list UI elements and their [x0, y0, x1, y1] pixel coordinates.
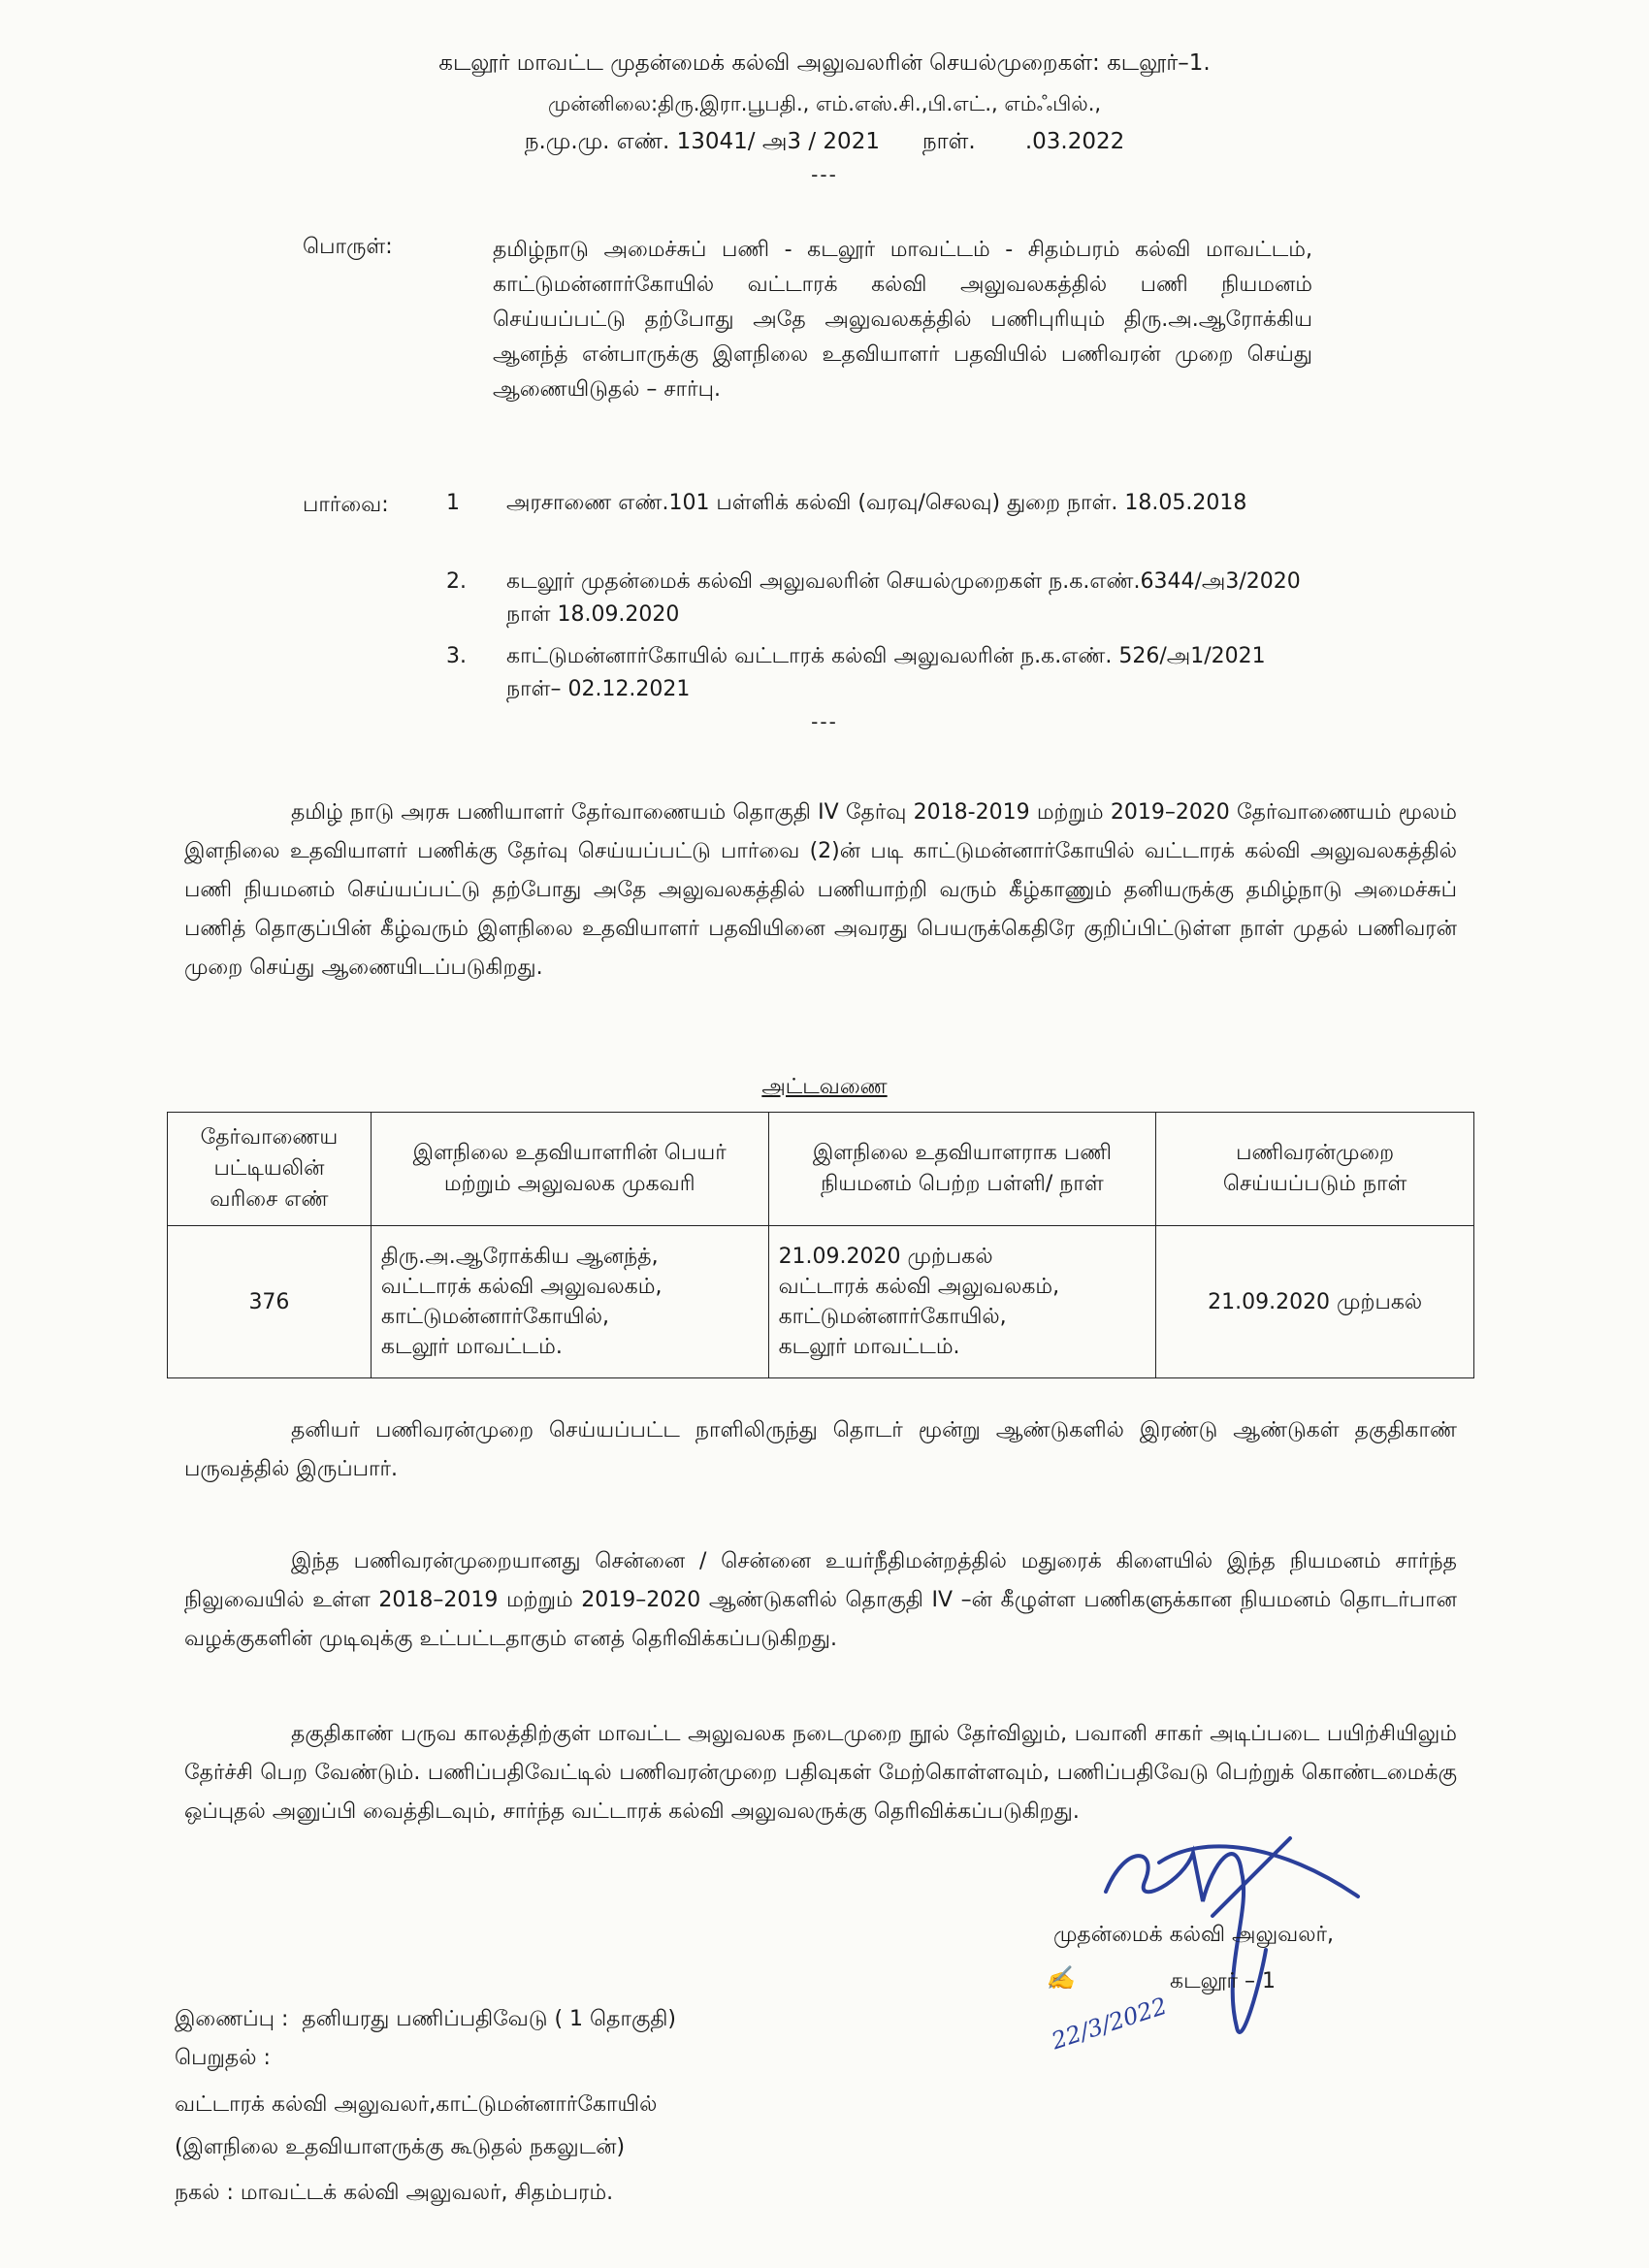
reference-item [446, 487, 1311, 520]
cell-name-address [371, 1226, 768, 1378]
recipient-note: (இளநிலை உதவியாளருக்கு கூடுதல் நகலுடன்) [175, 2135, 626, 2159]
signatory-designation: முதன்மைக் கல்வி அலுவலர், [1053, 1923, 1334, 1947]
instructions-paragraph: தகுதிகாண் பருவ காலத்திற்குள் மாவட்ட அலுவலக நடைமுறை நூல் தேர்விலும், பவானி சாகர் அடிப்படை பயிற்சியிலும் தேர்ச்சி பெற வேண்டும். பணிப்பதிவேட்டில் பணிவரன்முறை பதிவுகள் மேற்கொள்ளவும், பணிப்பதிவேடு பெற்றுக் கொண்டமைக்கு ஒப்புதல் அனுப்பி வைத்திடவும், சார்ந்த வட்டாரக் கல்வி அலுவலருக்கு தெரிவிக்கப்படுகிறது. [184, 1722, 1457, 1824]
header-separator: --- [811, 163, 838, 186]
name-line: கடலூர் மாவட்டம். [380, 1335, 563, 1359]
name-line: காட்டுமன்னார்கோயில், [380, 1305, 609, 1329]
name-line: வட்டாரக் கல்வி அலுவலகம், [380, 1275, 663, 1299]
probation-paragraph: தனியர் பணிவரன்முறை செய்யப்பட்ட நாளிலிருந்து தொடர் மூன்று ஆண்டுகளில் இரண்டு ஆண்டுகள் தகுதிகாண் பருவத்தில் இருப்பார். [184, 1418, 1457, 1481]
signature-mark [1067, 1824, 1377, 2076]
posting-line: வட்டாரக் கல்வி அலுவலகம், [778, 1275, 1060, 1299]
court-paragraph: இந்த பணிவரன்முறையானது சென்னை / சென்னை உயர்நீதிமன்றத்தில் மதுரைக் கிளையில் இந்த நியமனம் சார்ந்த நிலுவையில் உள்ள 2018–2019 மற்றும் 2019–2020 ஆண்டுகளில் தொகுதி IV –ன் கீழுள்ள பணிகளுக்கான நியமனம் தொடர்பான வழக்குகளின் முடிவுக்கு உட்பட்டதாகும் எனத் தெரிவிக்கப்படுகிறது. [184, 1549, 1457, 1651]
references-label: பார்வை: [303, 493, 389, 517]
reference-number-3: 3. [446, 644, 467, 668]
posting-line: காட்டுமன்னார்கோயில், [778, 1305, 1007, 1329]
name-line: திரு.அ.ஆரோக்கிய ஆனந்த், [380, 1245, 659, 1269]
schedule-title: அட்டவணை [761, 1075, 888, 1099]
copy-to: நகல் : மாவட்டக் கல்வி அலுவலர், சிதம்பரம். [175, 2181, 614, 2205]
reference-item [446, 640, 1311, 706]
enclosure-text: தனியரது பணிப்பதிவேடு ( 1 தொகுதி) [302, 2007, 677, 2031]
enclosure-label: இணைப்பு : [175, 2007, 289, 2031]
column-header-posting: இளநிலை உதவியாளராக பணி நியமனம் பெற்ற பள்ளி/ நாள் [768, 1113, 1156, 1226]
references-separator: --- [811, 710, 838, 733]
signature-date: 22/3/2022 [1048, 1992, 1171, 2056]
subject-label: பொருள்: [303, 235, 393, 259]
office-header: கடலூர் மாவட்ட முதன்மைக் கல்வி அலுவலரின் செயல்முறைகள்: கடலூர்–1. [438, 50, 1211, 76]
column-header-serial: தேர்வாணைய பட்டியலின் வரிசை எண் [168, 1113, 372, 1226]
table-header-row [168, 1113, 1474, 1226]
order-paragraph: தமிழ் நாடு அரசு பணியாளர் தேர்வாணையம் தொகுதி IV தேர்வு 2018-2019 மற்றும் 2019–2020 தேர்வாணையம் மூலம் இளநிலை உதவியாளர் பணிக்கு தேர்வு செய்யப்பட்டு பார்வை (2)ன் படி காட்டுமன்னார்கோயில் வட்டாரக் கல்வி அலுவலகத்தில் பணி நியமனம் செய்யப்பட்டு தற்போது அதே அலுவலகத்தில் பணியாற்றி வரும் கீழ்காணும் தனியருக்கு தமிழ்நாடு அமைச்சுப் பணித் தொகுப்பின் கீழ்வரும் இளநிலை உதவியாளர் பதவியினை அவரது பெயருக்கெதிரே குறிப்பிட்டுள்ள நாள் முதல் பணிவரன் முறை செய்து ஆணையிடப்படுகிறது. [184, 800, 1457, 980]
cell-serial: 376 [168, 1226, 372, 1378]
table-row [168, 1226, 1474, 1378]
cell-regularisation-date: 21.09.2020 முற்பகல் [1156, 1226, 1474, 1378]
column-header-name: இளநிலை உதவியாளரின் பெயர் மற்றும் அலுவலக முகவரி [371, 1113, 768, 1226]
officer-line: முன்னிலை:திரு.இரா.பூபதி., எம்.எஸ்.சி.,பி.எட்., எம்ஃபில்., [547, 92, 1102, 115]
reference-text-1: அரசாணை எண்.101 பள்ளிக் கல்வி (வரவு/செலவு) துறை நாள். 18.05.2018 [506, 491, 1247, 515]
schedule-table [167, 1112, 1474, 1378]
recipient-label: பெறுதல் : [175, 2046, 271, 2070]
column-header-date: பணிவரன்முறை செய்யப்படும் நாள் [1156, 1113, 1474, 1226]
reference-number: ந.மு.மு. எண். 13041/ அ3 / 2021 நாள். .03.2022 [524, 129, 1125, 154]
reference-text-2: கடலூர் முதன்மைக் கல்வி அலுவலரின் செயல்முறைகள் ந.க.எண்.6344/அ3/2020 நாள் 18.09.2020 [506, 569, 1301, 627]
subject-text: தமிழ்நாடு அமைச்சுப் பணி - கடலூர் மாவட்டம் - சிதம்பரம் கல்வி மாவட்டம், காட்டுமன்னார்கோயில் வட்டாரக் கல்வி அலுவலகத்தில் பணி நியமனம் செய்யப்பட்டு தற்போது அதே அலுவலகத்தில் பணிபுரியும் திரு.அ.ஆரோக்கிய ஆனந்த் என்பாருக்கு இளநிலை உதவியாளர் பதவியில் பணிவரன் முறை செய்து ஆணையிடுதல் – சார்பு. [493, 238, 1312, 402]
recipient-name: வட்டாரக் கல்வி அலுவலர்,காட்டுமன்னார்கோயில் [175, 2092, 658, 2117]
posting-line: கடலூர் மாவட்டம். [778, 1335, 960, 1359]
initials-mark: ✍ [1046, 1964, 1075, 1992]
posting-line: 21.09.2020 முற்பகல் [778, 1245, 993, 1269]
reference-number-2: 2. [446, 569, 467, 594]
signatory-place: கடலூர் – 1 [1170, 1969, 1276, 1993]
reference-text-3: காட்டுமன்னார்கோயில் வட்டாரக் கல்வி அலுவலரின் ந.க.எண். 526/அ1/2021 நாள்– 02.12.2021 [506, 644, 1266, 701]
enclosure-line [175, 2002, 676, 2037]
reference-item [446, 566, 1311, 632]
reference-number-1: 1 [446, 491, 460, 515]
cell-posting [768, 1226, 1156, 1378]
